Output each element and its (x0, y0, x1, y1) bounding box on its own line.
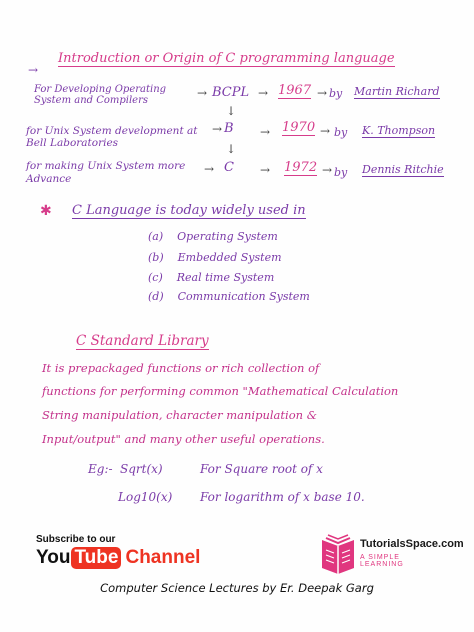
arrow-right-icon: → (204, 162, 215, 176)
origin-year-1 (278, 83, 311, 98)
origin-year-2 (282, 120, 315, 135)
youtube-banner[interactable] (36, 534, 200, 569)
page-title-text: Introduction or Origin of C programming language (58, 51, 395, 66)
arrow-right-icon: → (258, 86, 269, 100)
bullet-star-icon: ✱ (40, 203, 52, 219)
arrow-right-icon: → (320, 124, 331, 138)
library-line-1: It is prepackaged functions or rich collection of (42, 361, 320, 375)
origin-by-3: by (334, 166, 348, 179)
origin-author-3-text: Dennis Ritchie (362, 163, 444, 176)
usage-text: Communication System (177, 290, 310, 303)
origin-year-2-text: 1970 (282, 120, 316, 135)
arrow-right-icon: → (317, 86, 328, 100)
origin-lang-1: BCPL (212, 85, 250, 100)
arrow-right-icon: → (212, 122, 223, 136)
example-desc-2: For logarithm of x base 10. (200, 490, 365, 504)
site-name: TutorialsSpace.com (360, 538, 464, 550)
origin-author-2-text: K. Thompson (362, 124, 436, 137)
usage-marker: (d) (148, 290, 164, 303)
usage-item-a (148, 230, 278, 243)
example-fn-2: Log10(x) (118, 490, 173, 504)
youtube-tube: Tube (71, 547, 121, 569)
library-line-3: String manipulation, character manipulation & (42, 408, 317, 422)
usage-marker: (b) (148, 251, 164, 264)
usage-heading-text: C Language is today widely used in (72, 203, 306, 218)
usage-heading (72, 203, 306, 218)
footer-credit: Computer Science Lectures by Er. Deepak Garg (100, 581, 374, 595)
arrow-right-icon: → (260, 163, 271, 177)
usage-text: Real time System (176, 271, 275, 284)
arrow-down-icon: ↓ (226, 142, 237, 156)
youtube-you: You (36, 547, 71, 568)
usage-text: Operating System (177, 230, 278, 243)
origin-by-1: by (329, 87, 343, 100)
youtube-channel: Channel (125, 547, 201, 568)
arrow-right-icon: → (260, 125, 271, 139)
origin-by-2: by (334, 126, 348, 139)
usage-item-b (148, 251, 282, 264)
origin-purpose-1: For Developing Operating System and Compilers (34, 84, 167, 106)
origin-lang-2: B (224, 121, 234, 136)
arrow-right-icon: → (322, 163, 333, 177)
page-title (58, 51, 395, 66)
usage-item-d (148, 290, 310, 303)
book-icon (318, 530, 358, 574)
arrow-down-icon: ↓ (226, 104, 237, 118)
youtube-logo (36, 547, 200, 569)
origin-year-3-text: 1972 (284, 160, 318, 175)
origin-author-1-text: Martin Richard (354, 85, 440, 98)
origin-lang-3: C (224, 160, 234, 175)
origin-author-3 (362, 163, 444, 176)
usage-marker: (a) (148, 230, 164, 243)
origin-author-1 (354, 85, 440, 98)
usage-text: Embedded System (177, 251, 282, 264)
origin-author-2 (362, 124, 435, 137)
tutorialsspace-logo[interactable] (318, 528, 464, 578)
usage-item-c (148, 271, 274, 284)
title-arrow-icon: → (28, 63, 39, 77)
example-fn-1: Sqrt(x) (120, 462, 163, 476)
subscribe-text: Subscribe to our (36, 534, 116, 545)
usage-marker: (c) (148, 271, 163, 284)
library-line-2: functions for performing common "Mathematical Calculation (42, 384, 399, 398)
origin-year-3 (284, 160, 317, 175)
site-tagline: A SIMPLE LEARNING (360, 554, 404, 568)
arrow-right-icon: → (197, 86, 208, 100)
origin-year-1-text: 1967 (278, 83, 312, 98)
example-desc-1: For Square root of x (200, 462, 323, 476)
example-label: Eg:- (88, 462, 113, 476)
library-heading-text: C Standard Library (76, 333, 209, 349)
library-heading (76, 333, 209, 349)
library-line-4: Input/output" and many other useful operations. (42, 432, 325, 446)
origin-purpose-3: for making Unix System more Advance (26, 160, 186, 185)
origin-purpose-2: for Unix System development at Bell Laboratories (26, 125, 198, 149)
